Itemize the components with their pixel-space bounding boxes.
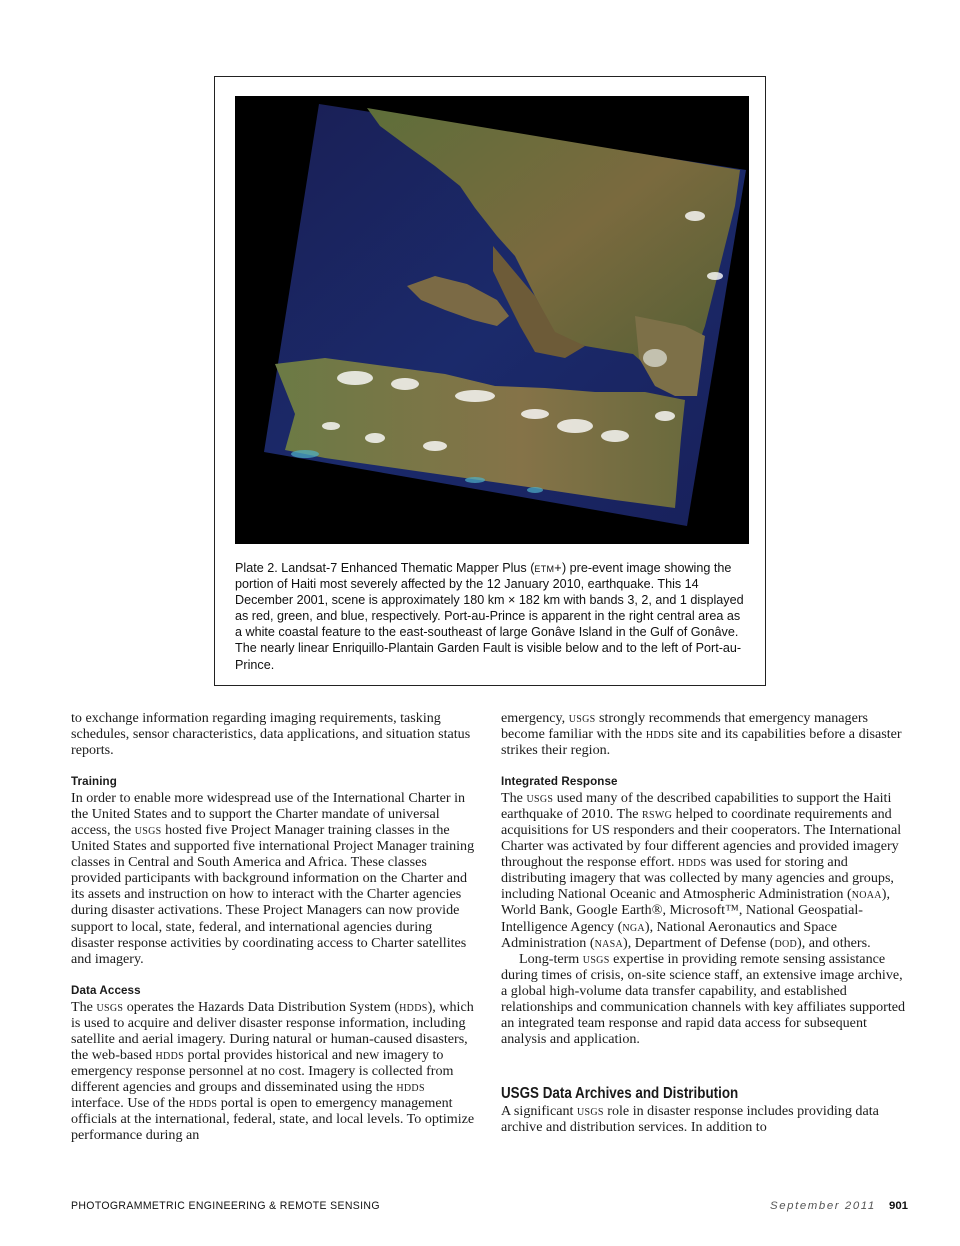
caption-acronym: etm+ xyxy=(534,561,562,575)
continuation-paragraph xyxy=(501,710,907,758)
data-access-paragraph xyxy=(71,999,477,1143)
satellite-image xyxy=(235,96,749,544)
figure-plate-2 xyxy=(214,76,766,686)
acronym-usgs: usgs xyxy=(576,1102,604,1119)
archives-paragraph xyxy=(501,1103,907,1135)
cont-text: strongly recommends that emergency managers become familiar with the xyxy=(501,710,869,743)
arch-text: A significant xyxy=(501,1102,577,1119)
ir-text: helped to coordinate requirements and acquisitions for US responders and their cooperators. The International Charter was activated by four different agencies and provided imagery throughout the response effort. xyxy=(501,806,902,871)
training-heading: Training xyxy=(71,775,117,789)
acronym-hdds: hdds xyxy=(399,998,428,1015)
footer-right xyxy=(770,1200,908,1212)
acronym-hdds: hdds xyxy=(155,1046,184,1063)
integrated-response-heading: Integrated Response xyxy=(501,775,618,789)
acronym-rswg: rswg xyxy=(642,806,673,823)
acronym-hdds: hdds xyxy=(396,1078,425,1095)
da-text: ), which is used to acquire and deliver disaster response information, including satellite and aerial imagery. During natural or human-caused disasters, the web-based xyxy=(71,998,474,1063)
acronym-hdds: hdds xyxy=(678,854,707,871)
training-text-b: hosted five Project Manager training classes in the United States and supported five international Project Manager training classes in Central and South America and Africa. These classes provided participants with background information on the Charter and its assets and instruction on how to interact with the Charter agencies during disaster activations. These Project Managers can now provide support to local, state, federal, and international agencies during disaster response activities by coordinating access to Charter satellites and imagery. xyxy=(71,822,475,967)
acronym-usgs: usgs xyxy=(526,790,554,807)
acronym-usgs: usgs xyxy=(582,950,610,967)
ir-text: ), National Aeronautics and Space Administration ( xyxy=(501,918,838,951)
acronym-usgs: usgs xyxy=(568,710,596,726)
long-term-paragraph xyxy=(501,951,907,1047)
training-text-a: In order to enable more widespread use of the International Charter in the United States and to support the Charter mandate of universal access, the xyxy=(71,790,466,839)
cont-text: site and its capabilities before a disaster strikes their region. xyxy=(501,726,902,759)
acronym-usgs: usgs xyxy=(96,998,124,1015)
landsat-haiti-scene xyxy=(235,96,749,544)
issue-date: September 2011 xyxy=(770,1200,876,1212)
acronym-nga: nga xyxy=(622,918,645,935)
acronym-nasa: nasa xyxy=(594,934,623,951)
acronym-hdds: hdds xyxy=(645,726,675,743)
lt-text: expertise in providing remote sensing assistance during times of crisis, on-site science staff, an extensive image archive, a global high-volume data transfer capability, and established relationships and communication channels with key affiliates supported an integrated team response and rapid data access for subsequent analysis and application. xyxy=(501,950,906,1047)
right-column xyxy=(501,710,907,1135)
acronym-dod: dod xyxy=(774,934,798,951)
left-column xyxy=(71,710,477,1143)
journal-name: PHOTOGRAMMETRIC ENGINEERING & REMOTE SENSING xyxy=(71,1200,380,1212)
intro-paragraph: to exchange information regarding imaging requirements, tasking schedules, sensor characteristics, data applications, and situation status reports. xyxy=(71,710,471,759)
data-access-heading: Data Access xyxy=(71,983,141,997)
da-text: portal is open to emergency management officials at the international, federal, state, and local levels. To optimize performance during an xyxy=(71,1094,475,1144)
caption-text-b: ) pre-event image showing the portion of Haiti most severely affected by the 12 January 2010, earthquake. This 14 December 2001, scene is approximately 180 km × 182 km with bands 3, 2, and 1 displayed as red, green, and blue, respectively. Port-au-Prince is apparent in the right central area as a white coastal feature to the east-southeast of large Gonâve Island in the Gulf of Gonâve. The nearly linear Enriquillo-Plantain Garden Fault is visible below and to the left of Port-au-Prince. xyxy=(235,561,744,672)
page-number: 901 xyxy=(888,1200,908,1212)
arch-text: role in disaster response includes providing data archive and distribution services. In addition to xyxy=(501,1102,879,1135)
ir-text: The xyxy=(501,790,527,807)
archives-section-heading: USGS Data Archives and Distribution xyxy=(501,1084,739,1102)
ir-text: ), World Bank, Google Earth®, Microsoft™, National Geospatial-Intelligence Agency ( xyxy=(501,886,891,935)
figure-caption xyxy=(235,560,749,673)
acronym-usgs: usgs xyxy=(134,822,162,839)
lt-text: Long-term xyxy=(519,950,583,967)
ir-text: used many of the described capabilities to support the Haiti earthquake of 2010. The xyxy=(501,790,892,823)
caption-text-a: Plate 2. Landsat-7 Enhanced Thematic Mapper Plus ( xyxy=(235,561,535,575)
da-text: portal provides historical and new imagery to emergency response personnel at no cost. Imagery is collected from different agencies and groups and disseminated using the xyxy=(71,1046,454,1095)
acronym-hdds: hdds xyxy=(188,1094,218,1111)
training-paragraph xyxy=(71,790,477,967)
ir-text: ), Department of Defense ( xyxy=(623,934,775,951)
cont-text: emergency, xyxy=(501,710,569,726)
ir-text: was used for storing and distributing imagery that was collected by many agencies and groups, including National Oceanic and Atmospheric Administration ( xyxy=(501,854,894,903)
da-text: The xyxy=(71,998,97,1015)
integrated-response-paragraph xyxy=(501,790,907,950)
ir-text: ), and others. xyxy=(797,934,871,951)
da-text: interface. Use of the xyxy=(71,1094,189,1111)
da-text: operates the Hazards Data Distribution System ( xyxy=(123,998,400,1015)
acronym-noaa: noaa xyxy=(851,886,882,903)
